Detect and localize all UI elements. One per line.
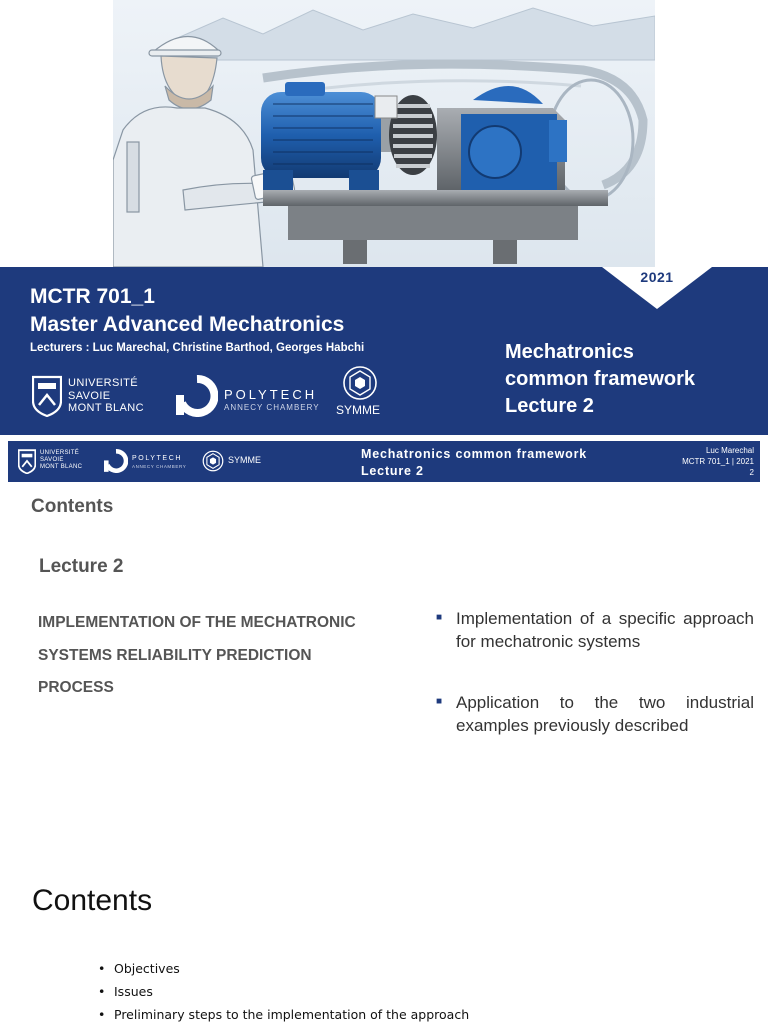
year-label: 2021 [640, 269, 674, 285]
usmb-name-line: SAVOIE [40, 457, 64, 463]
round-bullet-icon: • [98, 1007, 106, 1022]
cover-title-band [0, 267, 768, 435]
polytech-logo-small [104, 449, 190, 475]
header-course: MCTR 701_1 | 2021 [682, 457, 754, 466]
polytech-subtitle: ANNECY CHAMBERY [132, 464, 187, 469]
slide2-title: Contents [31, 496, 114, 517]
usmb-name-line: UNIVERSITÉ [68, 377, 139, 389]
slide3-title: Contents [32, 884, 153, 917]
round-bullet-icon: • [98, 984, 106, 999]
list-item-text: Objectives [114, 961, 180, 976]
page-number: 2 [749, 468, 754, 477]
square-bullet-icon: ■ [436, 612, 443, 623]
bullet-item [436, 692, 754, 737]
symme-logo [336, 365, 392, 421]
usmb-name-line: UNIVERSITÉ [40, 450, 80, 456]
usmb-logo [30, 373, 160, 421]
polytech-logo [176, 375, 326, 419]
symme-logo-icon [342, 365, 378, 401]
list-item [98, 980, 469, 1003]
polytech-logo-icon [104, 449, 128, 473]
polytech-name: POLYTECH [132, 455, 183, 462]
usmb-name-line: MONT BLANC [40, 464, 83, 470]
bullet-item [436, 608, 754, 653]
cover-lecture-line: Mechatronics [505, 341, 634, 363]
polytech-subtitle: ANNECY CHAMBERY [224, 403, 320, 412]
list-item-text: Preliminary steps to the implementation of the approach [114, 1007, 470, 1022]
lecturers-line: Lecturers : Luc Marechal, Christine Barthod, Georges Habchi [30, 342, 365, 354]
slide2-section-heading [38, 607, 428, 705]
symme-logo-icon [202, 450, 224, 472]
polytech-logo-icon [176, 375, 218, 417]
slide2-lecture: Lecture 2 [39, 556, 124, 577]
usmb-name-line: MONT BLANC [68, 402, 144, 414]
usmb-logo-small [18, 448, 98, 476]
course-title: Master Advanced Mechatronics [30, 313, 345, 336]
symme-label: SYMME [336, 403, 381, 417]
usmb-crest-icon [18, 449, 36, 474]
cover-lecture-line: Lecture 2 [505, 395, 594, 417]
bullet-text: Application to the two industrial examples previously described [456, 693, 754, 735]
cover-lecture-title [505, 339, 695, 420]
header-title [361, 446, 587, 480]
usmb-name-line: SAVOIE [68, 389, 111, 402]
section-heading-line: PROCESS [38, 679, 114, 696]
slide-header-band [8, 441, 760, 482]
cover-illustration [113, 0, 655, 267]
section-heading-line: SYSTEMS RELIABILITY PREDICTION [38, 646, 312, 664]
list-item [98, 957, 469, 980]
symme-logo-small [202, 449, 272, 475]
section-heading-line: IMPLEMENTATION OF THE MECHATRONIC [38, 614, 356, 631]
list-item-text: Issues [114, 984, 153, 999]
bullet-text: Implementation of a specific approach for mechatronic systems [456, 609, 754, 651]
cover-lecture-line: common framework [505, 368, 696, 390]
header-author: Luc Marechal [705, 446, 754, 455]
usmb-crest-icon [32, 375, 62, 417]
square-bullet-icon: ■ [436, 696, 443, 707]
polytech-name: POLYTECH [224, 387, 318, 402]
course-code: MCTR 701_1 [30, 285, 155, 308]
slide3-item-list [98, 957, 469, 1026]
header-title-line: Mechatronics common framework [361, 447, 588, 461]
header-meta [682, 445, 754, 478]
symme-label: SYMME [228, 455, 262, 465]
list-item [98, 1003, 469, 1026]
round-bullet-icon: • [98, 961, 106, 976]
header-title-line: Lecture 2 [361, 464, 424, 478]
